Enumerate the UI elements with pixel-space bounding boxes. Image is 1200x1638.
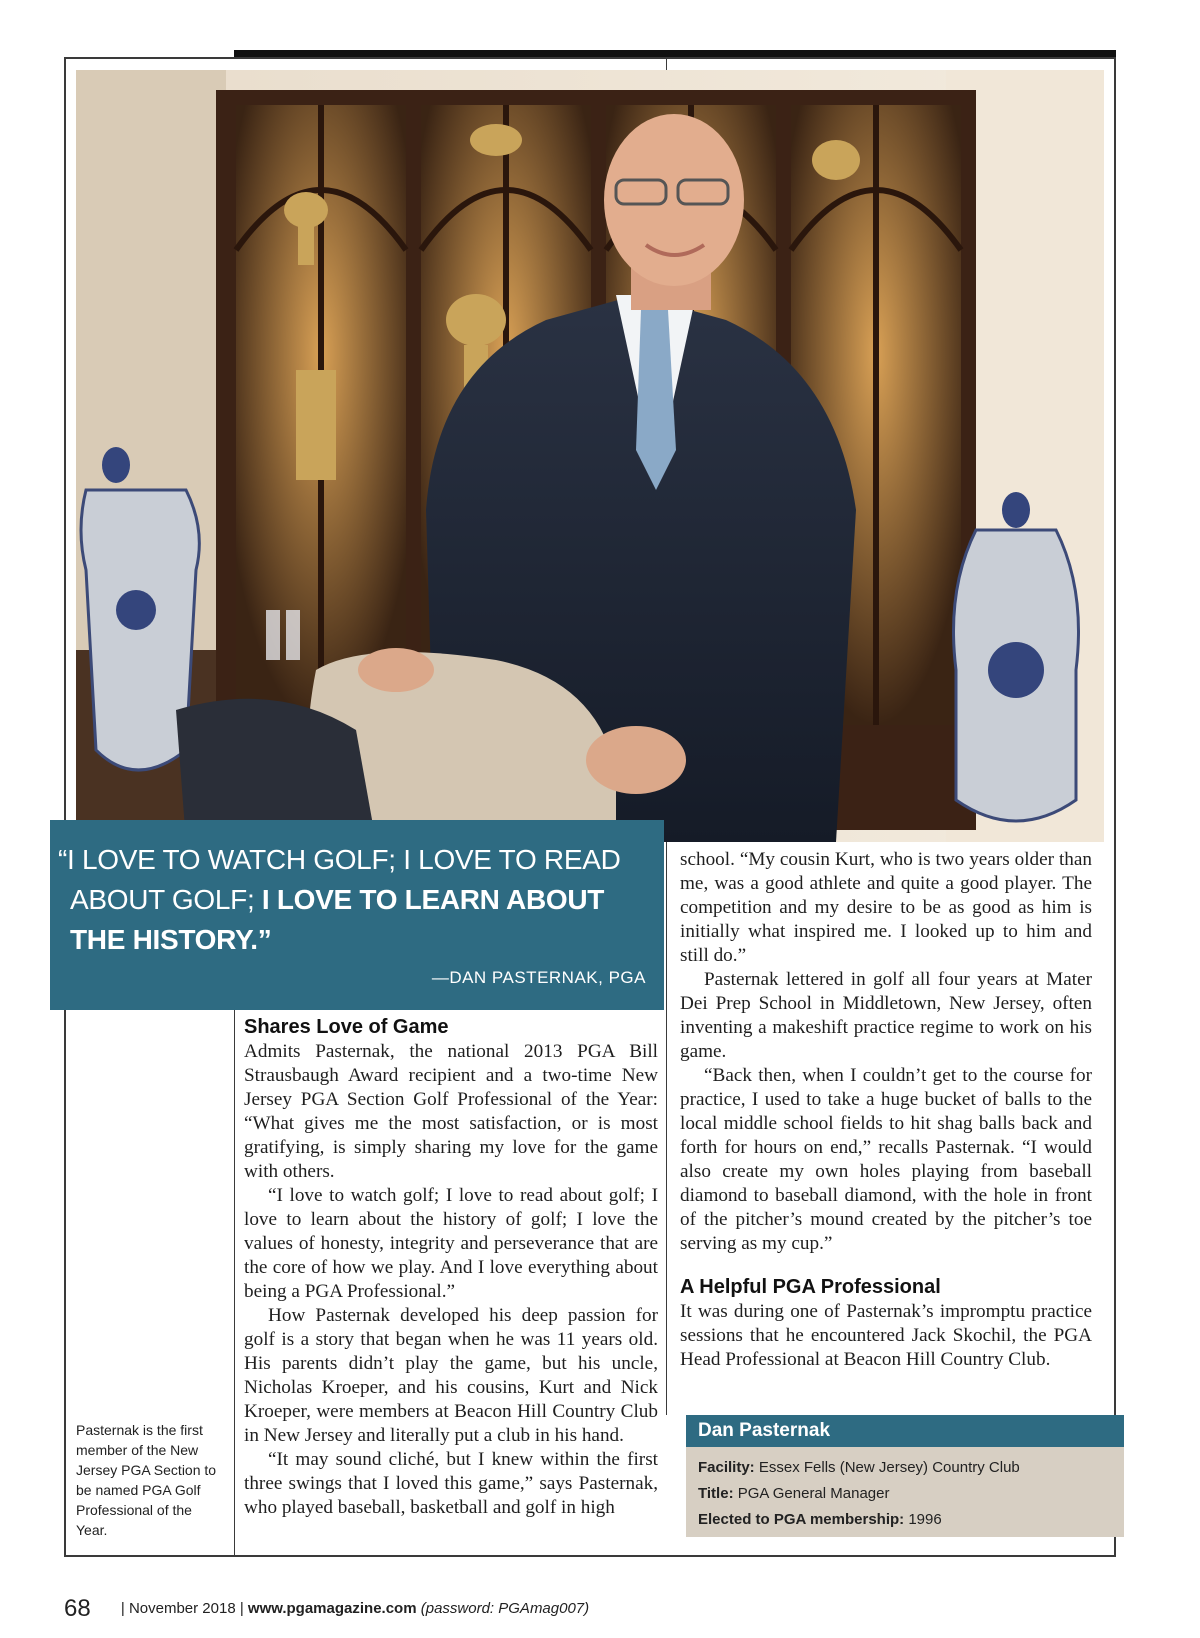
paragraph: “I love to watch golf; I love to read about golf; I love to learn about the history of golf; I love the values of honesty, integrity and perseverance that are the core of how we play. And I love everything about being a PGA Professional.” [244,1185,658,1302]
footer-password: (password: PGAmag007) [420,1600,590,1617]
article-column-right [680,848,1092,1372]
info-box-name: Dan Pasternak [686,1415,1124,1447]
footer-date: | November 2018 | [120,1600,244,1617]
info-box-details [686,1447,1124,1537]
pull-quote-line2: ABOUT GOLF; I LOVE TO LEARN ABOUT [70,884,605,915]
info-elected: Elected to PGA membership: 1996 [698,1511,942,1528]
page-number: 68 [64,1595,91,1622]
column-rule-top [666,57,667,70]
portrait-photo [76,70,1104,842]
section-heading-helpful-pga: A Helpful PGA Professional [680,1276,941,1298]
section-heading-shares-love: Shares Love of Game [244,1016,449,1038]
pull-quote-attribution: —DAN PASTERNAK, PGA [431,968,646,987]
footer-url[interactable]: www.pgamagazine.com [247,1600,417,1617]
paragraph: Pasternak lettered in golf all four years at Mater Dei Prep School in Middletown, New Jersey, often inventing a makeshift practice regime to work on his game. [680,969,1092,1062]
paragraph: It was during one of Pasternak’s impromptu practice sessions that he encountered Jack Skochil, the PGA Head Professional at Beacon Hill Country Club. [680,1301,1092,1370]
paragraph: school. “My cousin Kurt, who is two years older than me, was a good athlete and quite a good player. The competition and my desire to be as good as him is initially what inspired me. I looked up to him and still do.” [680,849,1092,966]
article-column-left [244,1014,658,1520]
paragraph: “It may sound cliché, but I knew within the first three swings that I loved this game,” says Pasternak, who played baseball, basketball and golf in high [244,1449,658,1518]
paragraph: “Back then, when I couldn’t get to the course for practice, I used to take a huge bucket of balls to the local middle school fields to hit shag balls back and forth for hours on end,” recalls Pasternak. “I would also create my own holes playing from baseball diamond to baseball diamond, with the hole in front of the pitcher’s mound created by the pitcher’s toe serving as my cup.” [680,1065,1092,1254]
paragraph: Admits Pasternak, the national 2013 PGA Bill Strausbaugh Award recipient and a two-time New Jersey PGA Section Golf Professional of the Year: “What gives me the most satisfaction, or is most gratifying, is simply sharing my love for the game with others. [244,1041,658,1182]
photo-caption: Pasternak is the first member of the New Jersey PGA Section to be named PGA Golf Professional of the Year. [76,1422,217,1538]
pull-quote [50,820,664,1010]
paragraph: How Pasternak developed his deep passion for golf is a story that began when he was 11 years old. His parents didn’t play the game, but his uncle, Nicholas Kroeper, and his cousins, Kurt and Nick Kroeper, were members at Beacon Hill Country Club in New Jersey and literally put a club in his hand. [244,1305,658,1446]
page-footer [64,1595,589,1623]
pull-quote-text [58,840,646,960]
column-rule-right [666,842,667,1415]
info-facility: Facility: Essex Fells (New Jersey) Country Club [698,1459,1020,1476]
pull-quote-line1: “I LOVE TO WATCH GOLF; I LOVE TO READ [58,844,621,875]
pull-quote-line3: THE HISTORY.” [70,924,272,955]
column-rule-left [234,1010,235,1557]
info-title: Title: PGA General Manager [698,1485,890,1502]
